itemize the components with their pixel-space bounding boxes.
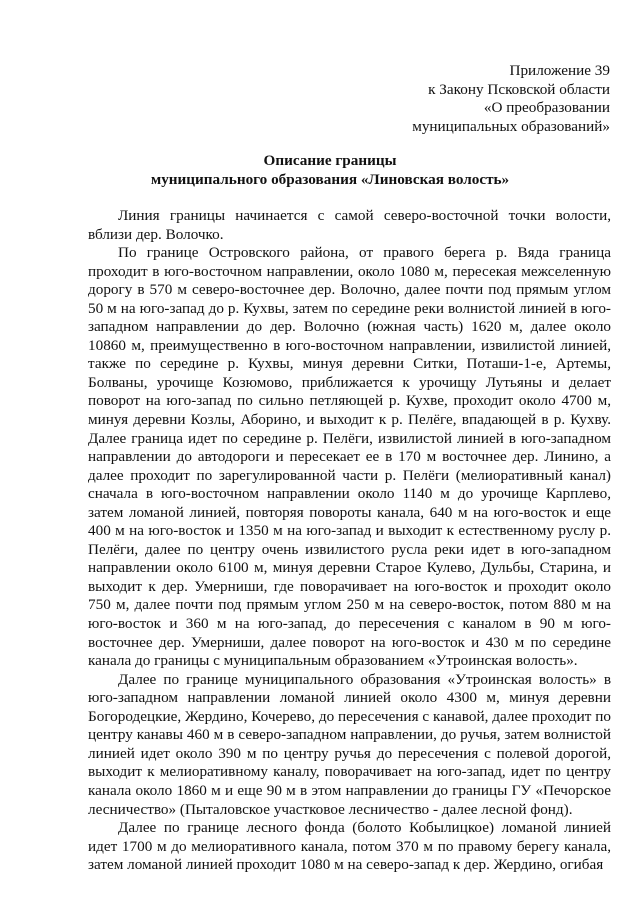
- appendix-header: [412, 62, 610, 136]
- body-paragraph: Далее по границе лесного фонда (болото Кобылицкое) ломаной линией идет 1700 м до мелиоративного канала, потом 370 м по правому берегу канала, затем ломаной линией проходит 1080 м на северо-запад к дер. Жердино, огибая: [88, 819, 611, 874]
- body-paragraph: По границе Островского района, от правого берега р. Вяда граница проходит в юго-восточном направлении, около 1080 м, пересекая межселенную дорогу в 570 м северо-восточнее дер. Волочно, далее почти под прямым углом 50 м на юго-запад до р. Кухвы, затем по середине реки волнистой линией в юго-западном направлении до дер. Волочно (южная часть) 1620 м, далее около 10860 м, преимущественно в юго-восточном направлении, извилистой линией, также по середине р. Кухвы, минуя деревни Ситки, Поташи-1-е, Артемы, Болваны, урочище Козюмово, приближается к урочищу Лутьяны и делает поворот на юго-запад по сильно петляющей р. Кухве, проходит около 4700 м, минуя деревни Козлы, Аборино, и выходит к р. Пелёге, впадающей в р. Кухву. Далее граница идет по середине р. Пелёги, извилистой линией в юго-западном направлении до автодороги и пересекает ее в 170 м восточнее дер. Линино, а далее проходит по зарегулированной части р. Пелёги (мелиоративный канал) сначала в юго-восточном направлении около 1140 м до урочище Карплево, затем ломаной линией, повторяя повороты канала, 640 м на юго-восток и еще 400 м на юго-восток и 1350 м на юго-запад и выходит к естественному руслу р. Пелёги, далее по центру очень извилистого русла реки идет в юго-западном направлении около 6100 м, минуя деревни Старое Кулево, Дульбы, Старина, и выходит к дер. Умерниши, где поворачивает на юго-восток и проходит около 750 м, далее почти под прямым углом 250 м на северо-восток, потом 880 м на юго-восток и 360 м на юго-запад, до пересечения с каналом в 90 м юго-восточнее дер. Умерниши, далее поворот на юго-восток и 430 м по середине канала до границы с муниципальным образованием «Утроинская волость».: [88, 244, 611, 670]
- appendix-line-2: к Закону Псковской области: [428, 80, 610, 98]
- document-title: [90, 152, 570, 189]
- title-line-2: муниципального образования «Линовская волость»: [150, 170, 510, 188]
- title-line-1: Описание границы: [263, 152, 397, 169]
- appendix-line-3: «О преобразовании: [483, 99, 610, 117]
- appendix-line-1: Приложение 39: [509, 62, 610, 79]
- body-paragraph: Линия границы начинается с самой северо-восточной точки волости, вблизи дер. Волочко.: [88, 207, 611, 243]
- document-body: [88, 207, 611, 875]
- appendix-line-4: муниципальных образований»: [412, 117, 610, 135]
- body-paragraph: Далее по границе муниципального образования «Утроинская волость» в юго-западном направлении ломаной линией около 4300 м, минуя деревни Богородецкие, Жердино, Кочерево, до пересечения с канавой, далее проходит по центру канавы 460 м в северо-западном направлении, до ручья, затем волнистой линией идет около 390 м по центру ручья до пересечения с полевой дорогой, выходит к мелиоративному каналу, поворачивает на юго-запад, идет по центру канала около 1860 м и еще 90 м в этом направлении до границы ГУ «Печорское лесничество» (Пыталовское участковое лесничество - далее лесной фонд).: [88, 670, 611, 818]
